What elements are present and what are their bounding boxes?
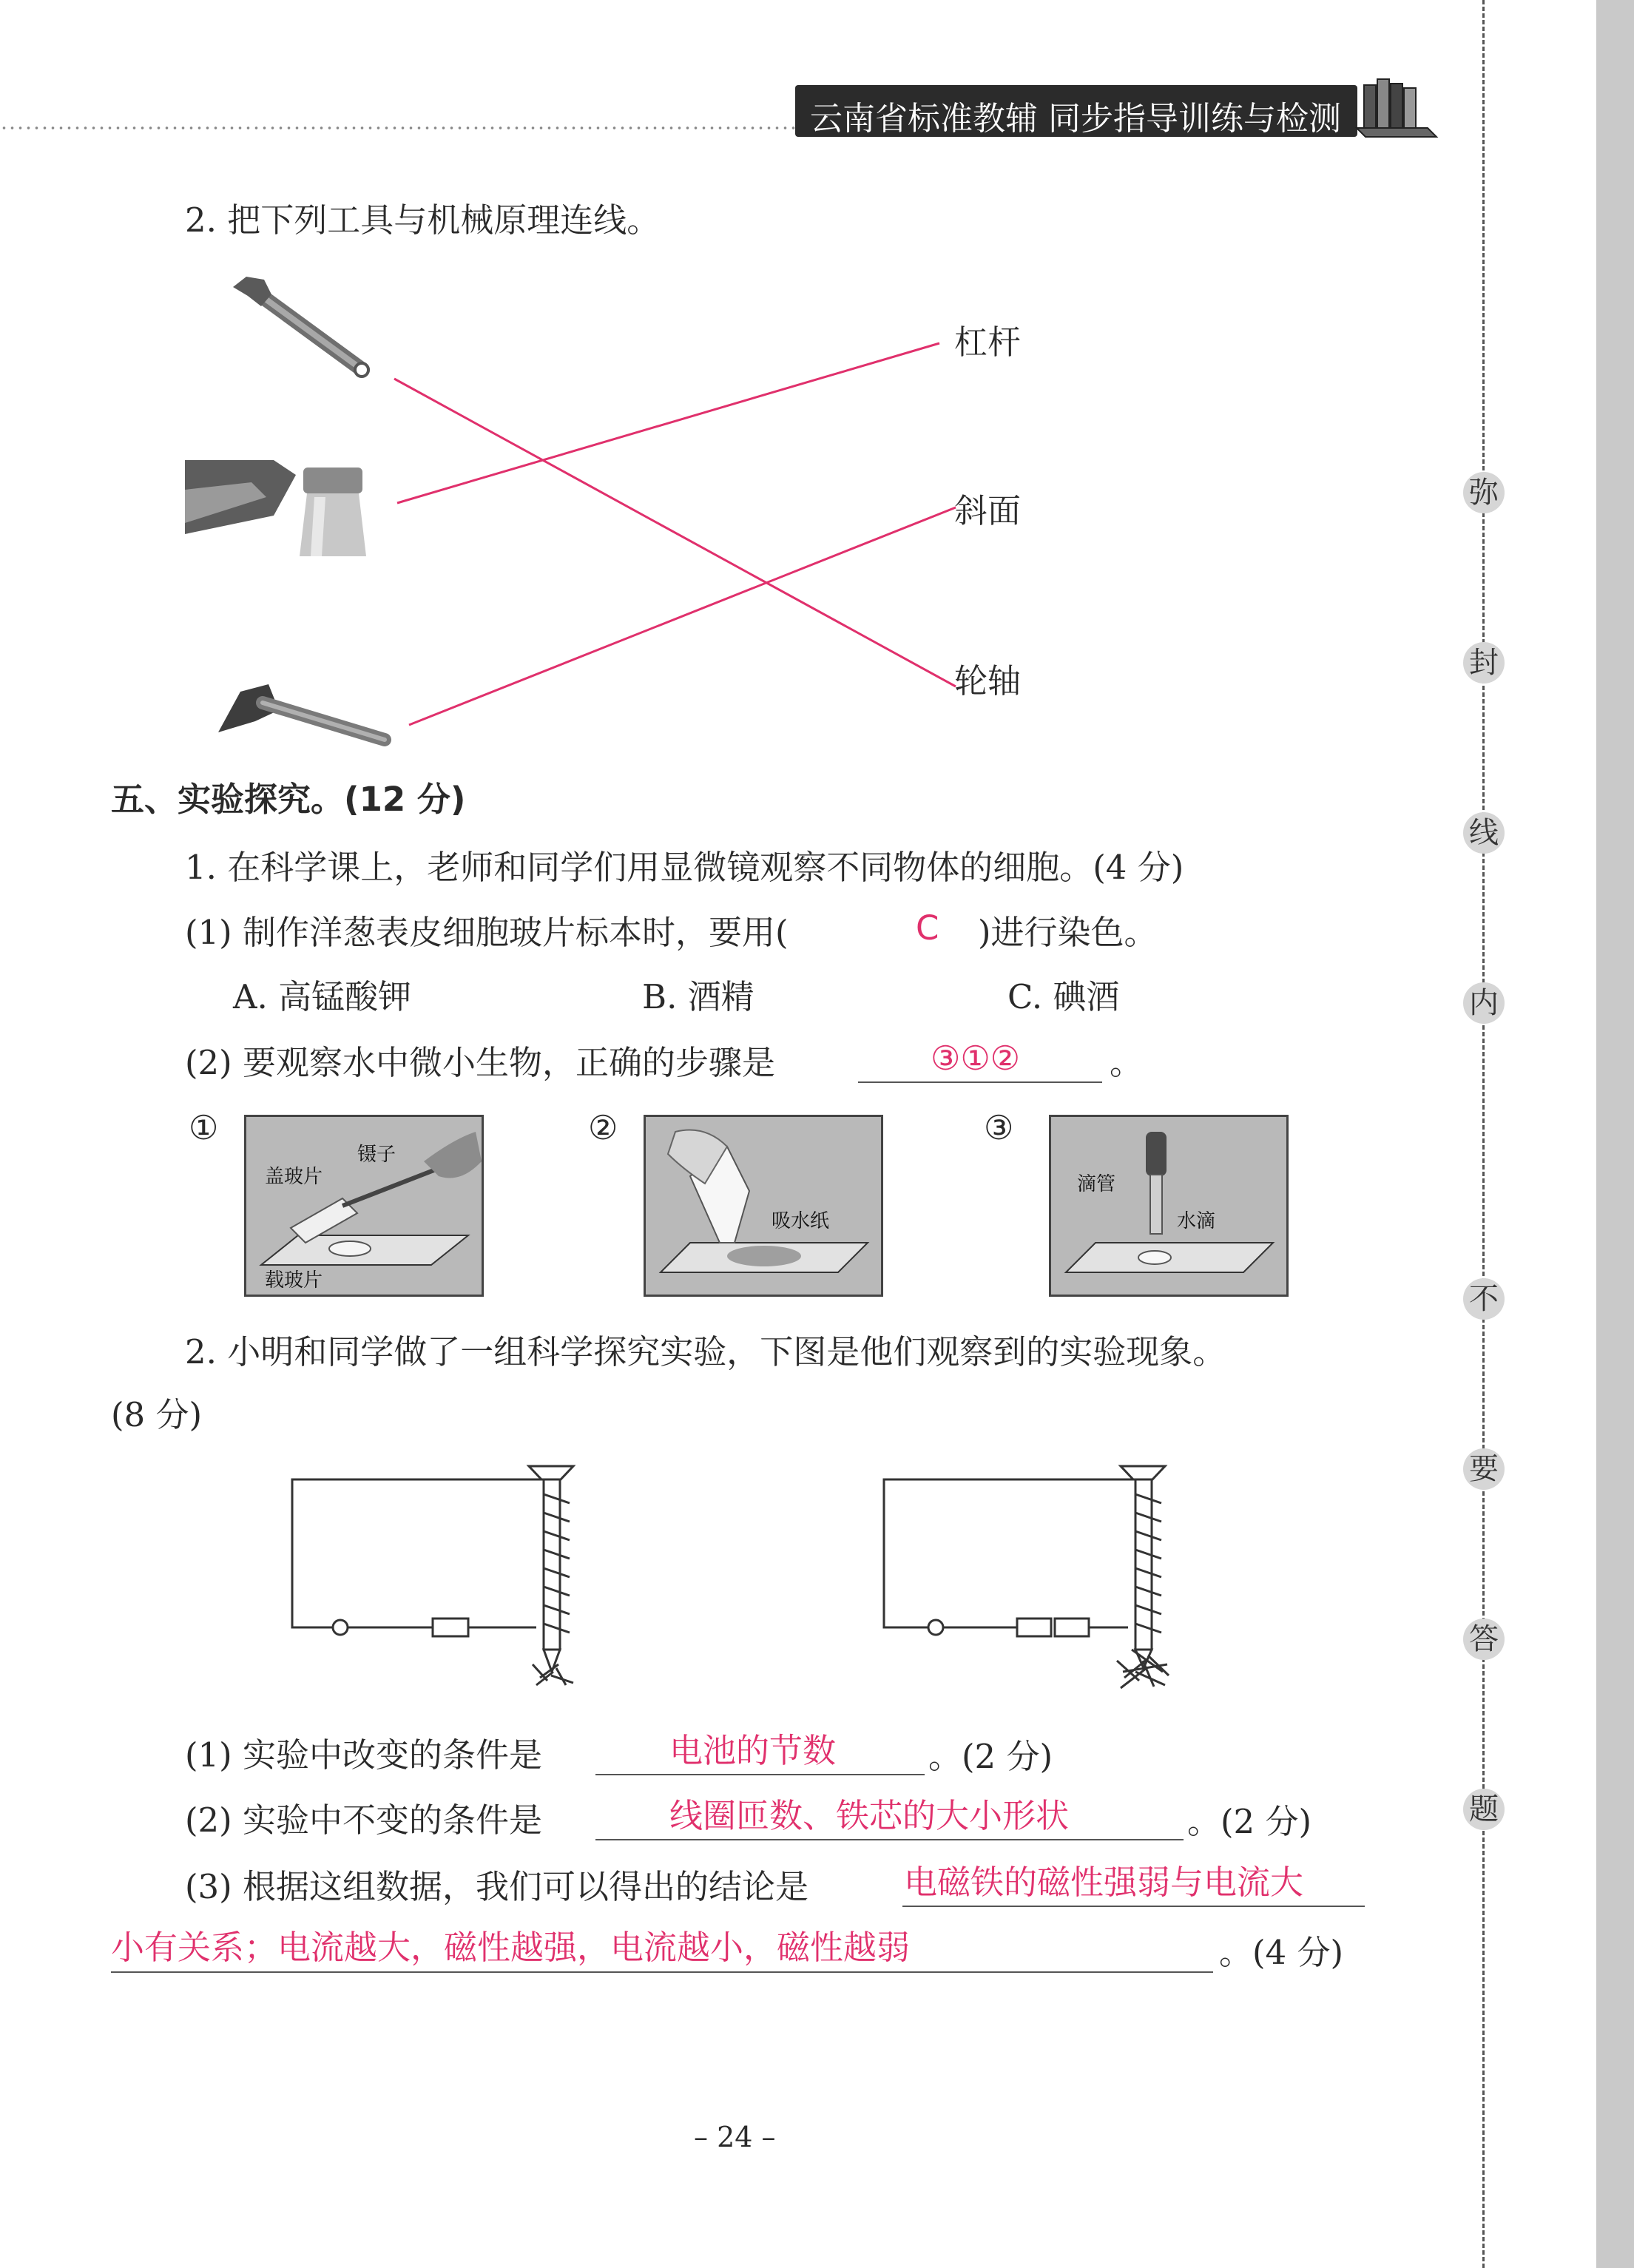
option-a: A. 高锰酸钾 [233,977,412,1016]
step1-cover-slip-photo [244,1115,484,1297]
q2-sub1-text: (1) 实验中改变的条件是 [185,1735,543,1775]
principle-lever: 杠杆 [954,323,1022,362]
right-margin-strip [1596,0,1634,2268]
margin-char: 弥 [1463,472,1505,513]
margin-char: 要 [1463,1448,1505,1490]
margin-char: 不 [1463,1278,1505,1320]
step-number: ① [189,1108,219,1147]
step2-blotting-paper-photo [644,1115,883,1297]
margin-char: 内 [1463,982,1505,1024]
binding-cut-line [1482,0,1485,2268]
answer-blank [595,1839,1184,1840]
answer-blank [595,1774,925,1775]
label-blotting-paper: 吸水纸 [772,1210,830,1232]
q2-stem-line2: (8 分) [111,1395,203,1434]
q1-sub2-text-end: 。 [1110,1043,1144,1082]
principle-wheel-axle: 轮轴 [954,661,1022,701]
option-b: B. 酒精 [642,977,754,1016]
matching-question-prompt: 2. 把下列工具与机械原理连线。 [185,200,661,240]
matching-answer-lines [0,0,1036,740]
q2-sub2-text: (2) 实验中不变的条件是 [185,1800,543,1840]
q2-stem-line1: 2. 小明和同学做了一组科学探究实验，下图是他们观察到的实验现象。 [185,1332,1226,1371]
electromagnet-circuit-two-batteries [873,1450,1206,1694]
answer-blank [858,1081,1102,1083]
principle-incline: 斜面 [954,491,1022,530]
q1-stem: 1. 在科学课上，老师和同学们用显微镜观察不同物体的细胞。(4 分) [185,848,1184,887]
q2-sub3-answer-line2: 小有关系；电流越大，磁性越强，电流越小，磁性越弱 [111,1928,911,1967]
margin-char: 线 [1463,812,1505,854]
step-number: ③ [984,1108,1014,1147]
page-number: – 24 – [694,2121,776,2153]
match-line-wrench-axle [394,379,956,686]
q1-sub1-text-end: )进行染色。 [978,913,1158,952]
margin-char: 题 [1463,1789,1505,1830]
electromagnet-circuit-one-battery [281,1450,614,1694]
margin-char: 封 [1463,642,1505,684]
label-dropper: 滴管 [1077,1173,1116,1195]
label-water-drop: 水滴 [1177,1210,1216,1232]
step3-dropper-photo [1049,1115,1289,1297]
q2-sub2-text-end: 。(2 分) [1187,1802,1312,1841]
q2-sub1-text-end: 。(2 分) [928,1737,1053,1776]
series-title: 云南省标准教辅 同步指导训练与检测 [810,100,1341,138]
q2-sub3-text: (3) 根据这组数据，我们可以得出的结论是 [185,1867,809,1906]
q1-sub2-text: (2) 要观察水中微小生物，正确的步骤是 [185,1043,776,1082]
q1-sub1-text: (1) 制作洋葱表皮细胞玻片标本时，要用( [185,913,789,952]
margin-char: 答 [1463,1619,1505,1660]
match-line-opener-lever [397,343,939,503]
label-glass-slide: 载玻片 [265,1269,323,1292]
q1-sub2-answer: ③①② [931,1039,1021,1078]
books-icon [1354,63,1442,144]
section-heading: 五、实验探究。(12 分) [111,780,466,819]
step-number: ② [588,1108,618,1147]
label-tweezers: 镊子 [357,1144,396,1166]
q2-sub1-answer: 电池的节数 [669,1731,837,1770]
answer-blank [902,1906,1365,1907]
q2-sub2-answer: 线圈匝数、铁芯的大小形状 [669,1796,1070,1835]
q2-sub3-text-end: 。(4 分) [1219,1933,1344,1972]
answer-blank [111,1971,1213,1973]
match-line-axe-incline [409,507,956,725]
option-c: C. 碘酒 [1007,977,1120,1016]
q1-sub1-answer: C [916,908,939,948]
q2-sub3-answer-line1: 电磁铁的磁性强弱与电流大 [904,1863,1304,1902]
label-cover-slip: 盖玻片 [265,1166,323,1188]
